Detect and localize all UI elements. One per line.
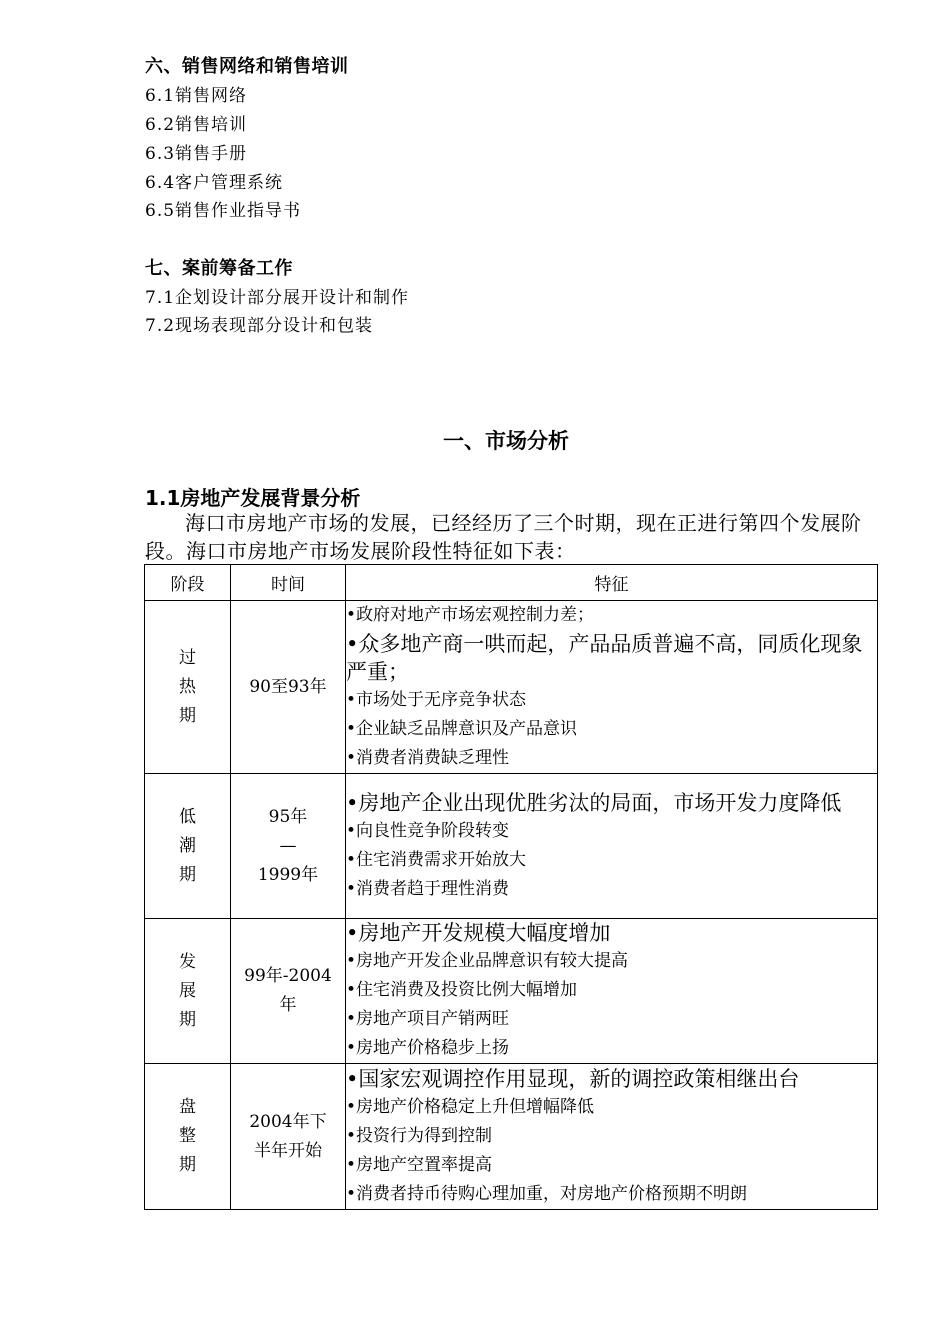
toc-item-6-2: 6.2销售培训 (145, 115, 248, 135)
feature-item: •房地产价格稳步上扬 (346, 1038, 510, 1058)
toc-item-6-3: 6.3销售手册 (145, 144, 248, 164)
phase-cell (145, 774, 231, 919)
feature-item: •向良性竞争阶段转变 (346, 820, 510, 841)
feature-item: •众多地产商一哄而起，产品品质普遍不高，同质化现象严重； (346, 632, 863, 684)
phase-cell (145, 919, 231, 1064)
section-title: 1.1房地产发展背景分析 (145, 486, 361, 510)
feature-item: •市场处于无序竞争状态 (346, 690, 527, 710)
feature-item: •消费者持币待购心理加重，对房地产价格预期不明朗 (346, 1183, 748, 1204)
table-row (145, 774, 878, 919)
time-cell (231, 601, 346, 774)
chapter-title: 一、市场分析 (443, 429, 569, 453)
feature-item: •国家宏观调控作用显现，新的调控政策相继出台 (346, 1066, 800, 1091)
phase-char: 过 (179, 647, 196, 668)
time-line: — (279, 835, 297, 856)
table-header-row (145, 565, 878, 601)
phase-char: 期 (179, 1155, 196, 1175)
table-row (145, 601, 878, 774)
time-cell (231, 774, 346, 919)
feature-item: •住宅消费及投资比例大幅增加 (346, 980, 578, 1000)
phase-char: 期 (179, 864, 196, 885)
feature-item: •房地产空置率提高 (346, 1154, 493, 1175)
features-cell (346, 601, 878, 774)
features-cell (346, 919, 878, 1064)
time-line: 90至93年 (249, 676, 327, 697)
feature-item: •消费者趋于理性消费 (346, 878, 510, 899)
phase-char: 潮 (179, 835, 196, 856)
time-cell (231, 919, 346, 1064)
intro-paragraph: 海口市房地产市场的发展，已经经历了三个时期，现在正进行第四个发展阶段。海口市房地产市场发展阶段性特征如下表： (145, 511, 862, 563)
feature-item: •房地产企业出现优胜劣汰的局面，市场开发力度降低 (346, 790, 842, 815)
phase-cell (145, 1064, 231, 1210)
feature-item: •住宅消费需求开始放大 (346, 849, 527, 870)
feature-item: •投资行为得到控制 (346, 1125, 493, 1146)
phase-char: 低 (179, 806, 196, 827)
phase-char: 热 (179, 676, 196, 697)
toc-section6-heading: 六、销售网络和销售培训 (145, 56, 349, 77)
time-line: 99年-2004 (244, 966, 332, 986)
feature-item: •房地产开发规模大幅度增加 (346, 921, 611, 945)
toc-item-7-1: 7.1企划设计部分展开设计和制作 (145, 288, 410, 308)
phase-char: 期 (179, 1009, 196, 1030)
time-line: 1999年 (257, 864, 319, 885)
time-line: 半年开始 (254, 1140, 322, 1161)
feature-item: •房地产开发企业品牌意识有较大提高 (346, 951, 629, 971)
features-cell (346, 1064, 878, 1210)
table-row (145, 919, 878, 1064)
feature-item: •政府对地产市场宏观控制力差； (346, 605, 595, 625)
time-line: 2004年下 (249, 1111, 327, 1132)
phase-char: 展 (179, 980, 196, 1001)
phase-cell (145, 601, 231, 774)
toc-item-6-1: 6.1销售网络 (145, 86, 248, 106)
header-phase: 阶段 (145, 565, 231, 601)
phase-char: 期 (179, 705, 196, 726)
toc-section7-heading: 七、案前筹备工作 (145, 258, 293, 279)
features-cell (346, 774, 878, 919)
toc-item-6-5: 6.5销售作业指导书 (145, 201, 302, 221)
phase-char: 盘 (179, 1097, 196, 1117)
table-row (145, 1064, 878, 1210)
feature-item: •房地产价格稳定上升但增幅降低 (346, 1096, 595, 1117)
phase-char: 整 (179, 1126, 196, 1146)
toc-item-6-4: 6.4客户管理系统 (145, 173, 284, 193)
time-line: 年 (279, 995, 297, 1015)
feature-item: •企业缺乏品牌意识及产品意识 (346, 719, 578, 739)
header-time: 时间 (231, 565, 346, 601)
feature-item: •房地产项目产销两旺 (346, 1009, 510, 1029)
phase-char: 发 (179, 951, 196, 972)
time-line: 95年 (268, 806, 308, 827)
time-cell (231, 1064, 346, 1210)
header-features: 特征 (346, 565, 878, 601)
feature-item: •消费者消费缺乏理性 (346, 748, 510, 768)
market-phase-table (144, 564, 878, 1210)
toc-item-7-2: 7.2现场表现部分设计和包装 (145, 316, 374, 336)
